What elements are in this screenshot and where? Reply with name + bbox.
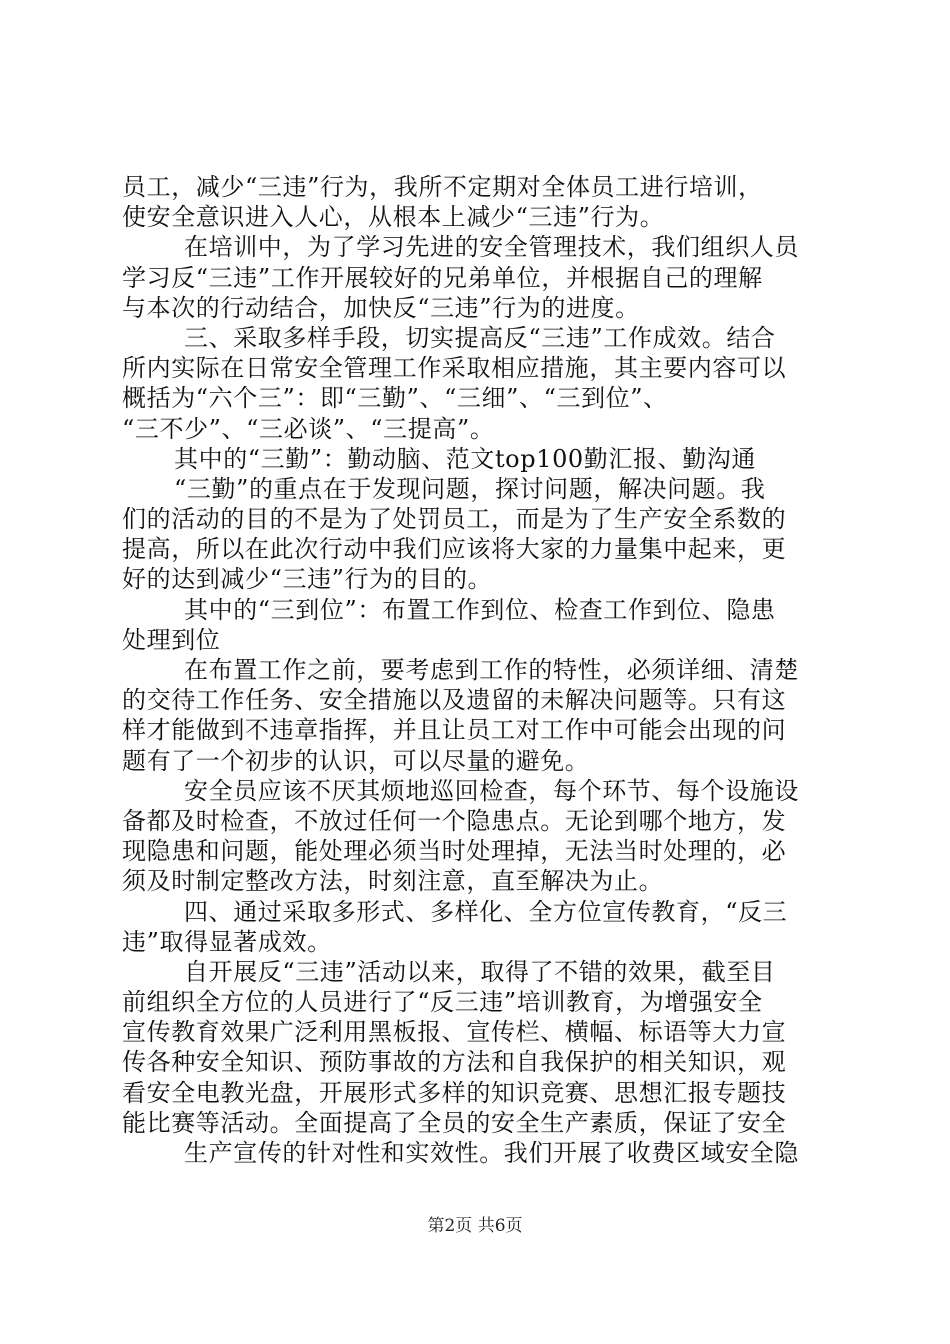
text-line: 三、采取多样手段，切实提高反“三违”工作成效。结合 [184, 323, 776, 352]
text-line: 能比赛等活动。全面提高了全员的安全生产素质，保证了安全 [122, 1108, 787, 1137]
text-line: 的交待工作任务、安全措施以及遗留的未解决问题等。只有这 [122, 686, 787, 715]
text-line: 与本次的行动结合，加快反“三违”行为的进度。 [122, 293, 640, 322]
text-line: 现隐患和问题，能处理必须当时处理掉，无法当时处理的，必 [122, 837, 787, 866]
text-line: 好的达到减少“三违”行为的目的。 [122, 565, 493, 594]
text-line: 前组织全方位的人员进行了“反三违”培训教育，为增强安全 [122, 988, 763, 1017]
text-line: 其中的“三到位”：布置工作到位、检查工作到位、隐患 [184, 595, 776, 624]
text-line: 概括为“六个三”：即“三勤”、“三细”、“三到位”、 [122, 384, 668, 413]
page-footer: 第2页 共6页 [427, 1216, 523, 1236]
text-line: 传各种安全知识、预防事故的方法和自我保护的相关知识，观 [122, 1048, 787, 1077]
text-line: 须及时制定整改方法，时刻注意，直至解决为止。 [122, 867, 664, 896]
text-line: 其中的“三勤”：勤动脑、范文top100勤汇报、勤沟通 [174, 444, 757, 473]
text-line: 员工，减少“三违”行为，我所不定期对全体员工进行培训， [122, 173, 763, 201]
text-line: 们的活动的目的不是为了处罚员工，而是为了生产安全系数的 [122, 505, 787, 534]
text-line: “三不少”、“三必谈”、“三提高”。 [122, 414, 495, 443]
text-line: 安全员应该不厌其烦地巡回检查，每个环节、每个设施设 [184, 776, 799, 805]
text-line: 生产宣传的针对性和实效性。我们开展了收费区域安全隐 [184, 1139, 799, 1167]
document-body [122, 172, 832, 1168]
text-line: “三勤”的重点在于发现问题，探讨问题，解决问题。我 [174, 474, 766, 503]
text-line: 样才能做到不违章指挥，并且让员工对工作中可能会出现的问 [122, 716, 787, 745]
text-line: 在培训中，为了学习先进的安全管理技术，我们组织人员 [184, 233, 799, 262]
text-line: 宣传教育效果广泛利用黑板报、宣传栏、横幅、标语等大力宣 [122, 1018, 787, 1047]
text-line: 在布置工作之前，要考虑到工作的特性，必须详细、清楚 [184, 656, 799, 684]
text-line: 备都及时检查，不放过任何一个隐患点。无论到哪个地方，发 [122, 806, 787, 835]
text-line: 四、通过采取多形式、多样化、全方位宣传教育，“反三 [184, 897, 788, 926]
text-line: 使安全意识进入人心，从根本上减少“三违”行为。 [122, 203, 665, 232]
text-line: 学习反“三违”工作开展较好的兄弟单位，并根据自己的理解 [122, 263, 763, 292]
text-line: 提高，所以在此次行动中我们应该将大家的力量集中起来，更 [122, 535, 787, 564]
text-line: 自开展反“三违”活动以来，取得了不错的效果，截至目 [184, 957, 776, 986]
text-line: 违”取得显著成效。 [122, 927, 332, 956]
text-line: 处理到位 [122, 625, 221, 654]
text-line: 题有了一个初步的认识，可以尽量的避免。 [122, 746, 590, 775]
text-line: 看安全电教光盘，开展形式多样的知识竞赛、思想汇报专题技 [122, 1078, 787, 1107]
text-line: 所内实际在日常安全管理工作采取相应措施，其主要内容可以 [122, 354, 787, 383]
